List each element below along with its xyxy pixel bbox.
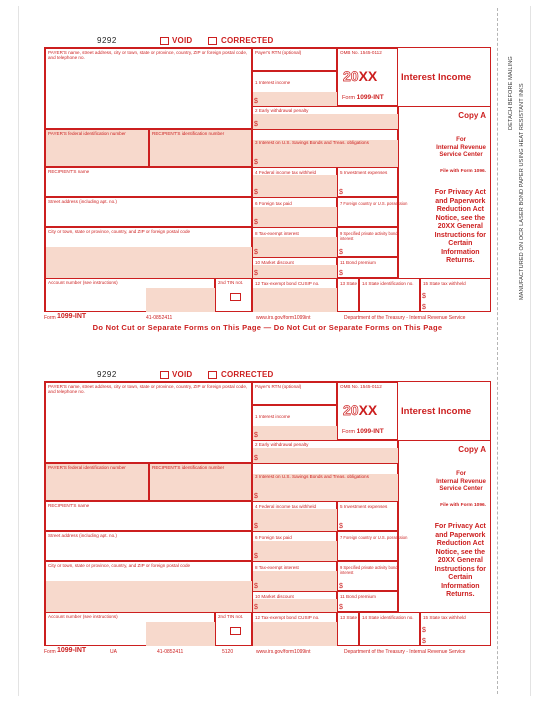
manufactured-label: MANUFACTURED ON OCR LASER BOND PAPER USING HEAT RESISTANT INKS [519,83,525,300]
box8-field[interactable]: 8 Tax-exempt interest $ [252,227,337,257]
corrected-label: CORRECTED [221,370,274,379]
box3-field[interactable]: 3 Interest on U.S. Savings Bonds and Treas. obligations $ [252,129,398,167]
footer-form-code: 1099-INT [57,313,87,320]
corrected-label: CORRECTED [221,36,274,45]
box3-field[interactable]: 3 Interest on U.S. Savings Bonds and Treas. obligations $ [252,463,398,501]
box7-field[interactable]: 7 Foreign country or U.S. possession [337,531,398,561]
box1-field[interactable]: 1 Interest income $ [252,71,337,106]
box10-field[interactable]: 10 Market discount $ [252,591,337,612]
corrected-checkbox[interactable] [208,371,217,379]
form-grid [44,47,491,312]
box9-field[interactable]: 9 Specified private activity bond interest $ [337,561,398,591]
perforation-line [497,8,498,694]
tin-not-field: 2nd TIN not. [215,278,252,312]
payer-rtn-field[interactable]: Payer's RTN (optional) [252,382,337,405]
corrected-checkbox[interactable] [208,37,217,45]
void-checkbox[interactable] [160,371,169,379]
box10-field[interactable]: 10 Market discount $ [252,257,337,278]
box5-field[interactable]: 5 Investment expenses $ [337,167,398,197]
box8-field[interactable]: 8 Tax-exempt interest $ [252,561,337,591]
box4-field[interactable]: 4 Federal income tax withheld $ [252,501,337,531]
city-field[interactable]: City or town, state or province, country, and ZIP or foreign postal code [45,561,252,612]
irs-center-label: For Internal Revenue Service Center [436,470,486,492]
street-address-field[interactable]: Street address (including apt. no.) [45,197,252,227]
form-code: 9292 [97,36,117,45]
footer-form-code: 1099-INT [57,647,87,654]
second-tin-checkbox[interactable] [230,627,241,635]
second-tin-checkbox[interactable] [230,293,241,301]
form-grid [44,381,491,646]
copy-label: Copy A [458,111,486,120]
account-number-field[interactable]: Account number (see instructions) [45,612,215,646]
void-label: VOID [172,370,193,379]
box12-field[interactable]: 12 Tax-exempt bond CUSIP no. [252,278,337,312]
box2-field[interactable]: 2 Early withdrawal penalty $ [252,106,398,129]
payer-rtn-field[interactable]: Payer's RTN (optional) [252,48,337,71]
box12-field[interactable]: 12 Tax-exempt bond CUSIP no. [252,612,337,646]
payer-tin-field[interactable]: PAYER'S federal identification number [45,463,149,501]
form-header-strip [44,370,491,380]
payer-tin-field[interactable]: PAYER'S federal identification number [45,129,149,167]
box13-field[interactable]: 13 State [337,612,359,646]
copy-label: Copy A [458,445,486,454]
form-footer [44,314,491,323]
form-footer [44,648,491,657]
omb-year-block: OMB No. 1545-0112 [337,382,398,440]
box6-field[interactable]: 6 Foreign tax paid $ [252,531,337,561]
payer-name-field[interactable]: PAYER'S name, street address, city or town, state or province, country, ZIP or foreign postal code, and telephone no. [45,382,252,463]
footer-department: Department of the Treasury - Internal Revenue Service [344,649,466,655]
recipient-name-field[interactable]: RECIPIENT'S name [45,167,252,197]
form-copy-bottom [44,370,491,674]
tin-not-field: 2nd TIN not. [215,612,252,646]
form-main-title: Interest Income [401,72,472,83]
box14-field[interactable]: 14 State identification no. [359,278,420,312]
footer-number: 5120 [222,649,234,655]
tax-year: 20XX [343,402,378,418]
void-label: VOID [172,36,193,45]
box6-field[interactable]: 6 Foreign tax paid $ [252,197,337,227]
form-title-small: Form 1099-INT [342,428,384,435]
form-copy-top [44,36,491,340]
form-main-title: Interest Income [401,406,472,417]
footer-form-prefix: Form [44,649,56,655]
account-number-field[interactable]: Account number (see instructions) [45,278,215,312]
footer-ua: UA [110,649,117,655]
footer-form-prefix: Form [44,315,56,321]
footer-url: www.irs.gov/form1099int [256,649,311,655]
privacy-notice: For Privacy Act and Paperwork Reduction Act Notice, see the 20XX General Instructions for Certain Information Returns. [434,523,486,598]
form-header-strip [44,36,491,46]
box11-field[interactable]: 11 Bond premium $ [337,591,398,612]
form-title-small: Form 1099-INT [342,94,384,101]
street-address-field[interactable]: Street address (including apt. no.) [45,531,252,561]
box7-field[interactable]: 7 Foreign country or U.S. possession [337,197,398,227]
recipient-tin-field[interactable]: RECIPIENT'S identification number [149,463,252,501]
form-code: 9292 [97,370,117,379]
box4-field[interactable]: 4 Federal income tax withheld $ [252,167,337,197]
footer-cat-number: 41-0852411 [157,649,184,655]
payer-name-field[interactable]: PAYER'S name, street address, city or town, state or province, country, ZIP or foreign postal code, and telephone no. [45,48,252,129]
omb-year-block: OMB No. 1545-0112 [337,48,398,106]
footer-cat-number: 41-0852411 [146,315,173,321]
box15-field[interactable]: 15 State tax withheld $ $ [420,612,491,646]
tax-year: 20XX [343,68,378,84]
box11-field[interactable]: 11 Bond premium $ [337,257,398,278]
recipient-name-field[interactable]: RECIPIENT'S name [45,501,252,531]
box13-field[interactable]: 13 State [337,278,359,312]
detach-label: DETACH BEFORE MAILING [508,56,514,130]
box9-field[interactable]: 9 Specified private activity bond interest $ [337,227,398,257]
file-with-label: File with Form 1096. [440,169,486,174]
irs-center-label: For Internal Revenue Service Center [436,136,486,158]
file-with-label: File with Form 1096. [440,503,486,508]
box1-field[interactable]: 1 Interest income $ [252,405,337,440]
void-checkbox[interactable] [160,37,169,45]
box2-field[interactable]: 2 Early withdrawal penalty $ [252,440,398,463]
footer-department: Department of the Treasury - Internal Revenue Service [344,315,466,321]
box5-field[interactable]: 5 Investment expenses $ [337,501,398,531]
box14-field[interactable]: 14 State identification no. [359,612,420,646]
footer-url: www.irs.gov/form1099int [256,315,311,321]
privacy-notice: For Privacy Act and Paperwork Reduction Act Notice, see the 20XX General Instructions for Certain Information Returns. [434,189,486,264]
recipient-tin-field[interactable]: RECIPIENT'S identification number [149,129,252,167]
do-not-cut-notice: Do Not Cut or Separate Forms on This Page — Do Not Cut or Separate Forms on This Page [92,323,443,332]
city-field[interactable]: City or town, state or province, country, and ZIP or foreign postal code [45,227,252,278]
box15-field[interactable]: 15 State tax withheld $ $ [420,278,491,312]
